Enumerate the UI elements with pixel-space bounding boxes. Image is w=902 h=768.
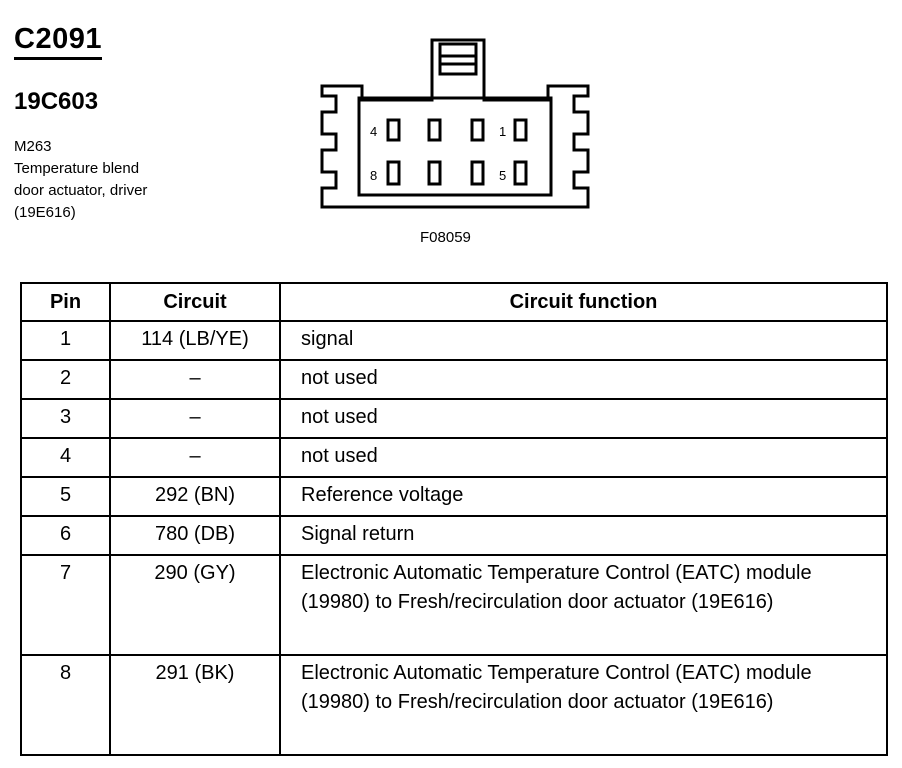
function-cell <box>280 360 887 399</box>
function-cell <box>280 555 887 655</box>
table-row <box>21 438 887 477</box>
table-row <box>21 655 887 755</box>
pin-cavity <box>429 162 440 184</box>
function-line: signal <box>301 328 354 350</box>
pin-cavity <box>388 120 399 140</box>
circuit-cell: – <box>110 360 280 399</box>
pin-cavity <box>515 162 526 184</box>
function-line: not used <box>301 445 378 467</box>
circuit-cell: 292 (BN) <box>110 477 280 516</box>
function-line: not used <box>301 406 378 428</box>
table-row <box>21 477 887 516</box>
function-cell <box>280 321 887 360</box>
pin-cell: 1 <box>21 321 110 360</box>
circuit-cell: – <box>110 438 280 477</box>
circuit-cell: 290 (GY) <box>110 555 280 655</box>
table-row <box>21 399 887 438</box>
function-line: Reference voltage <box>301 484 464 506</box>
pin-cell: 3 <box>21 399 110 438</box>
function-line: Electronic Automatic Temperature Control (EATC) module <box>301 662 812 684</box>
pin-cavity <box>429 120 440 140</box>
table-header-row <box>21 283 887 321</box>
column-header-pin: Pin <box>21 283 110 321</box>
pin-cell: 6 <box>21 516 110 555</box>
pin-cavity <box>388 162 399 184</box>
pin-cell: 2 <box>21 360 110 399</box>
circuit-cell: 114 (LB/YE) <box>110 321 280 360</box>
circuit-cell: 291 (BK) <box>110 655 280 755</box>
pinout-table <box>20 282 888 756</box>
circuit-cell: – <box>110 399 280 438</box>
function-line: (19980) to Fresh/recirculation door actuator (19E616) <box>301 691 774 713</box>
column-header-circuit: Circuit <box>110 283 280 321</box>
pin-label-4: 4 <box>370 124 378 139</box>
pin-cell: 5 <box>21 477 110 516</box>
function-cell <box>280 399 887 438</box>
pin-cavity <box>472 162 483 184</box>
function-line: Electronic Automatic Temperature Control (EATC) module <box>301 562 812 584</box>
column-header-function: Circuit function <box>280 283 887 321</box>
function-cell <box>280 516 887 555</box>
function-line: Signal return <box>301 523 415 545</box>
table-row <box>21 321 887 360</box>
component-description <box>14 136 147 224</box>
table-row <box>21 516 887 555</box>
pin-cell: 4 <box>21 438 110 477</box>
description-line: door actuator, driver <box>14 182 148 199</box>
connector-id: C2091 <box>14 22 102 60</box>
connector-face-diagram <box>316 36 596 212</box>
function-cell <box>280 477 887 516</box>
table-row <box>21 360 887 399</box>
function-cell <box>280 438 887 477</box>
function-cell <box>280 655 887 755</box>
function-line: (19980) to Fresh/recirculation door actuator (19E616) <box>301 591 774 613</box>
description-line: Temperature blend <box>14 160 140 177</box>
pin-label-8: 8 <box>370 168 378 183</box>
description-line: (19E616) <box>14 204 76 221</box>
description-line: M263 <box>14 138 52 155</box>
pin-label-1: 1 <box>499 124 507 139</box>
function-line: not used <box>301 367 378 389</box>
figure-code: F08059 <box>420 229 471 246</box>
latch-tab <box>440 44 476 74</box>
pin-cell: 8 <box>21 655 110 755</box>
circuit-cell: 780 (DB) <box>110 516 280 555</box>
table-row <box>21 555 887 655</box>
pin-cavity <box>472 120 483 140</box>
pin-cell: 7 <box>21 555 110 655</box>
pin-label-5: 5 <box>499 168 507 183</box>
part-number: 19C603 <box>14 88 99 115</box>
pin-cavity <box>515 120 526 140</box>
